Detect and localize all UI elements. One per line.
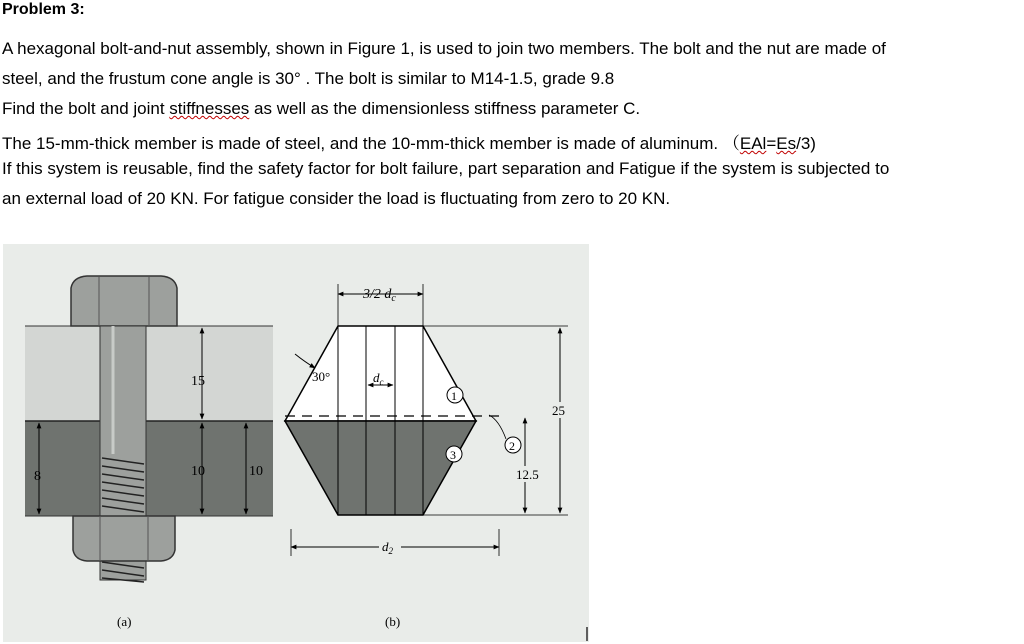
- dimension-label-10-inner: 10: [191, 464, 205, 479]
- dim-d2-main: d: [382, 539, 389, 554]
- spelling-flag-es: Es: [776, 134, 797, 153]
- spelling-flag-stiffnesses: stiffnesses: [169, 99, 250, 118]
- paragraph-2: [2, 99, 640, 119]
- paragraph-3-post: /3): [796, 134, 816, 153]
- spelling-flag-eal: EAl: [739, 134, 767, 153]
- dimension-label-10-outer: 10: [249, 464, 263, 479]
- region-label-1: 1: [451, 389, 457, 403]
- dim-top-sub: c: [391, 293, 396, 304]
- label-a: (a): [117, 614, 132, 629]
- region-label-2: 2: [509, 439, 515, 453]
- nut: [73, 516, 175, 561]
- paragraph-1-line-1: A hexagonal bolt-and-nut assembly, shown in Figure 1, is used to join two members. The bolt and the nut are made of: [2, 39, 886, 58]
- angle-label: 30°: [312, 369, 331, 384]
- region-label-3: 3: [450, 448, 456, 462]
- dim-dc-main: d: [373, 370, 380, 385]
- figure-1: [3, 244, 589, 642]
- dimension-label-25: 25: [552, 403, 565, 418]
- label-b: (b): [385, 614, 401, 629]
- dimension-label-3-2-dc: [362, 287, 396, 304]
- bolt-head: [71, 276, 177, 326]
- dim-top-main: 3/2 d: [363, 287, 392, 302]
- dimension-label-15: 15: [191, 374, 205, 389]
- paragraph-3: [2, 129, 816, 154]
- dimension-label-8: 8: [34, 469, 41, 484]
- paragraph-3-pre: The 15-mm-thick member is made of steel, and the 10-mm-thick member is made of aluminum. （: [2, 134, 740, 153]
- paragraph-2-pre: Find the bolt and joint: [2, 99, 170, 118]
- paragraph-3-mid: =: [766, 134, 777, 153]
- paragraph-1-line-2: steel, and the frustum cone angle is 30° . The bolt is similar to M14-1.5, grade 9.8: [2, 69, 615, 88]
- dim-d2-sub: 2: [388, 546, 393, 556]
- aluminum-member-10mm: [25, 421, 273, 516]
- dimension-label-12-5: 12.5: [516, 467, 539, 482]
- steel-member-15mm: [25, 326, 273, 421]
- paragraph-4-line-2: an external load of 20 KN. For fatigue consider the load is fluctuating from zero to 20 KN.: [2, 189, 671, 208]
- paragraph-4-line-1: If this system is reusable, find the safety factor for bolt failure, part separation and Fatigue if the system is subjected to: [2, 159, 890, 178]
- dim-dc-sub: c: [379, 377, 384, 387]
- paragraph-2-post: as well as the dimensionless stiffness parameter C.: [249, 99, 641, 118]
- problem-heading: Problem 3:: [2, 1, 85, 18]
